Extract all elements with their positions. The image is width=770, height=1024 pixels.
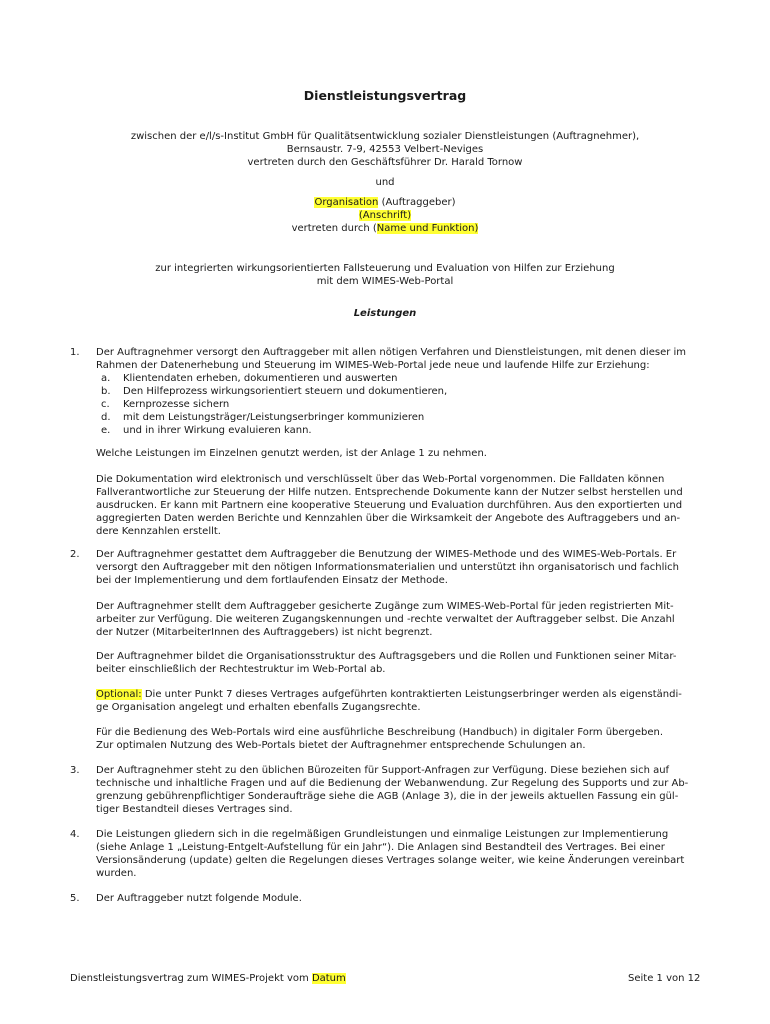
- rep-placeholder: Name und Funktion): [376, 223, 479, 234]
- org-placeholder: Organisation: [314, 197, 379, 208]
- contractor-representative: vertreten durch den Geschäftsführer Dr. Harald Tornow: [247, 157, 523, 168]
- text-line: Die Dokumentation wird elektronisch und verschlüsselt über das Web-Portal vorgenommen. Die Falldaten können: [96, 474, 665, 485]
- text-line: dere Kennzahlen erstellt.: [96, 526, 221, 537]
- paragraph: [96, 473, 712, 538]
- client-address-line: [60, 209, 710, 222]
- item-number: 3.: [70, 765, 80, 776]
- page-number: Seite 1 von 12: [628, 973, 701, 984]
- list-item-1: [70, 346, 712, 437]
- section-heading: Leistungen: [353, 308, 417, 319]
- item-body: [96, 346, 712, 437]
- text-line: Der Auftragnehmer steht zu den üblichen Bürozeiten für Support-Anfragen zur Verfügung. Diese beziehen sich auf: [96, 765, 670, 776]
- text-line: Für die Bedienung des Web-Portals wird eine ausführliche Beschreibung (Handbuch) in digitaler Form übergeben.: [96, 727, 664, 738]
- item-body: [96, 892, 712, 905]
- client-representative-line: [60, 222, 710, 235]
- client-block: [60, 196, 710, 235]
- text-line: ge Organisation angelegt und erhalten ebenfalls Zugangsrechte.: [96, 702, 421, 713]
- text-line: Der Auftraggeber nutzt folgende Module.: [96, 893, 302, 904]
- purpose-line-2: mit dem WIMES-Web-Portal: [316, 276, 454, 287]
- sub-item-c: c. Kernprozesse sichern: [101, 399, 230, 410]
- text-line: tiger Bestandteil dieses Vertrages sind.: [96, 804, 293, 815]
- parties-block: [60, 130, 710, 169]
- text-line: wurden.: [96, 868, 137, 879]
- client-org-line: [60, 196, 710, 209]
- text-line: versorgt den Auftraggeber mit den nötigen Informationsmaterialien und unterstützt ihn organisatorisch und fachlich: [96, 562, 679, 573]
- paragraph: [96, 688, 712, 714]
- text-line: Der Auftragnehmer gestattet dem Auftraggeber die Benutzung der WIMES-Methode und des WIMES-Web-Portals. Er: [96, 549, 677, 560]
- paragraph: Welche Leistungen im Einzelnen genutzt werden, ist der Anlage 1 zu nehmen.: [96, 448, 487, 459]
- list-item-2: [70, 548, 712, 587]
- text-line: Versionsänderung (update) gelten die Regelungen dieses Vertrages solange weiter, wie keine Änderungen vereinbart: [96, 855, 685, 866]
- item-number: 2.: [70, 549, 80, 560]
- text-line: Der Auftragnehmer versorgt den Auftraggeber mit allen nötigen Verfahren und Dienstleistungen, mit denen dieser im: [96, 347, 687, 358]
- text-line: grenzung gebührenpflichtiger Sonderaufträge siehe die AGB (Anlage 3), die in der jeweils aktuellen Fassung ein gül-: [96, 791, 679, 802]
- text-line: Der Auftragnehmer stellt dem Auftraggeber gesicherte Zugänge zum WIMES-Web-Portal für jeden registrierten Mit-: [96, 601, 674, 612]
- footer-document-reference: Dienstleistungsvertrag zum WIMES-Projekt vom Datum: [70, 973, 346, 984]
- contractor-address: Bernsaustr. 7-9, 42553 Velbert-Neviges: [286, 144, 484, 155]
- date-placeholder: Datum: [311, 973, 346, 984]
- list-item-5: [70, 892, 712, 905]
- paragraph: [96, 600, 712, 639]
- item-body: [96, 764, 712, 816]
- text-line: technische und inhaltliche Fragen und auf die Bedienung der Webanwendung. Zur Regelung des Supports und zur Ab-: [96, 778, 689, 789]
- text-line: Zur optimalen Nutzung des Web-Portals bietet der Auftragnehmer entsprechende Schulungen an.: [96, 740, 586, 751]
- paragraph: [96, 726, 712, 752]
- sub-item-b: b. Den Hilfeprozess wirkungsorientiert steuern und dokumentieren,: [101, 386, 448, 397]
- item-body: [96, 828, 712, 880]
- text-line: Rahmen der Datenerhebung und Steuerung im WIMES-Web-Portal jede neue und laufende Hilfe zur Erziehung:: [96, 360, 650, 371]
- contractor-line: zwischen der e/l/s-Institut GmbH für Qualitätsentwicklung sozialer Dienstleistungen (Auftragnehmer),: [130, 131, 640, 142]
- item-number: 5.: [70, 893, 80, 904]
- sub-item-e: e. und in ihrer Wirkung evaluieren kann.: [101, 425, 312, 436]
- text-line: arbeiter zur Verfügung. Die weiteren Zugangskennungen und -rechte verwaltet der Auftraggeber selbst. Die Anzahl: [96, 614, 675, 625]
- rep-prefix: vertreten durch (: [291, 223, 377, 234]
- text-line: Optional: Die unter Punkt 7 dieses Vertrages aufgeführten kontraktierten Leistungserbringer werden als eigenständi-: [96, 689, 682, 700]
- purpose-line-1: zur integrierten wirkungsorientierten Fallsteuerung und Evaluation von Hilfen zur Erziehung: [155, 263, 615, 274]
- text-line: Der Auftragnehmer bildet die Organisationsstruktur des Auftragsgebers und die Rollen und Funktionen seiner Mitar-: [96, 651, 677, 662]
- list-item-4: [70, 828, 712, 880]
- paragraph: [96, 650, 712, 676]
- optional-label: Optional:: [96, 689, 142, 700]
- text-line: ausdrucken. Er kann mit Partnern eine kooperative Steuerung und Evaluation durchführen. Aus den exportierten und: [96, 500, 683, 511]
- list-item-3: [70, 764, 712, 816]
- parties-connector: und: [375, 177, 395, 188]
- item-body: [96, 548, 712, 587]
- document-title: Dienstleistungsvertrag: [303, 88, 467, 103]
- address-placeholder: (Anschrift): [358, 210, 412, 221]
- text-line: aggregierten Daten werden Berichte und Kennzahlen über die Wirksamkeit der Angebote des Auftraggebers und an-: [96, 513, 681, 524]
- item-number: 4.: [70, 829, 80, 840]
- text-line: der Nutzer (MitarbeiterInnen des Auftraggebers) ist nicht begrenzt.: [96, 627, 433, 638]
- text-line: bei der Implementierung und dem fortlaufenden Einsatz der Methode.: [96, 575, 448, 586]
- sub-item-d: d. mit dem Leistungsträger/Leistungserbringer kommunizieren: [101, 412, 425, 423]
- item-number: 1.: [70, 347, 80, 358]
- sub-item-a: a. Klientendaten erheben, dokumentieren und auswerten: [101, 373, 398, 384]
- text-line: beiter einschließlich der Rechtestruktur im Web-Portal ab.: [96, 664, 386, 675]
- purpose-block: [60, 262, 710, 288]
- text-line: (siehe Anlage 1 „Leistung-Entgelt-Aufstellung für ein Jahr“). Die Anlagen sind Bestandteil des Vertrages. Bei einer: [96, 842, 665, 853]
- text-line: Fallverantwortliche zur Steuerung der Hilfe nutzen. Entsprechende Dokumente kann der Nutzer selbst herstellen und: [96, 487, 683, 498]
- client-role: (Auftraggeber): [378, 197, 456, 208]
- text-line: Die Leistungen gliedern sich in die regelmäßigen Grundleistungen und einmalige Leistungen zur Implementierung: [96, 829, 669, 840]
